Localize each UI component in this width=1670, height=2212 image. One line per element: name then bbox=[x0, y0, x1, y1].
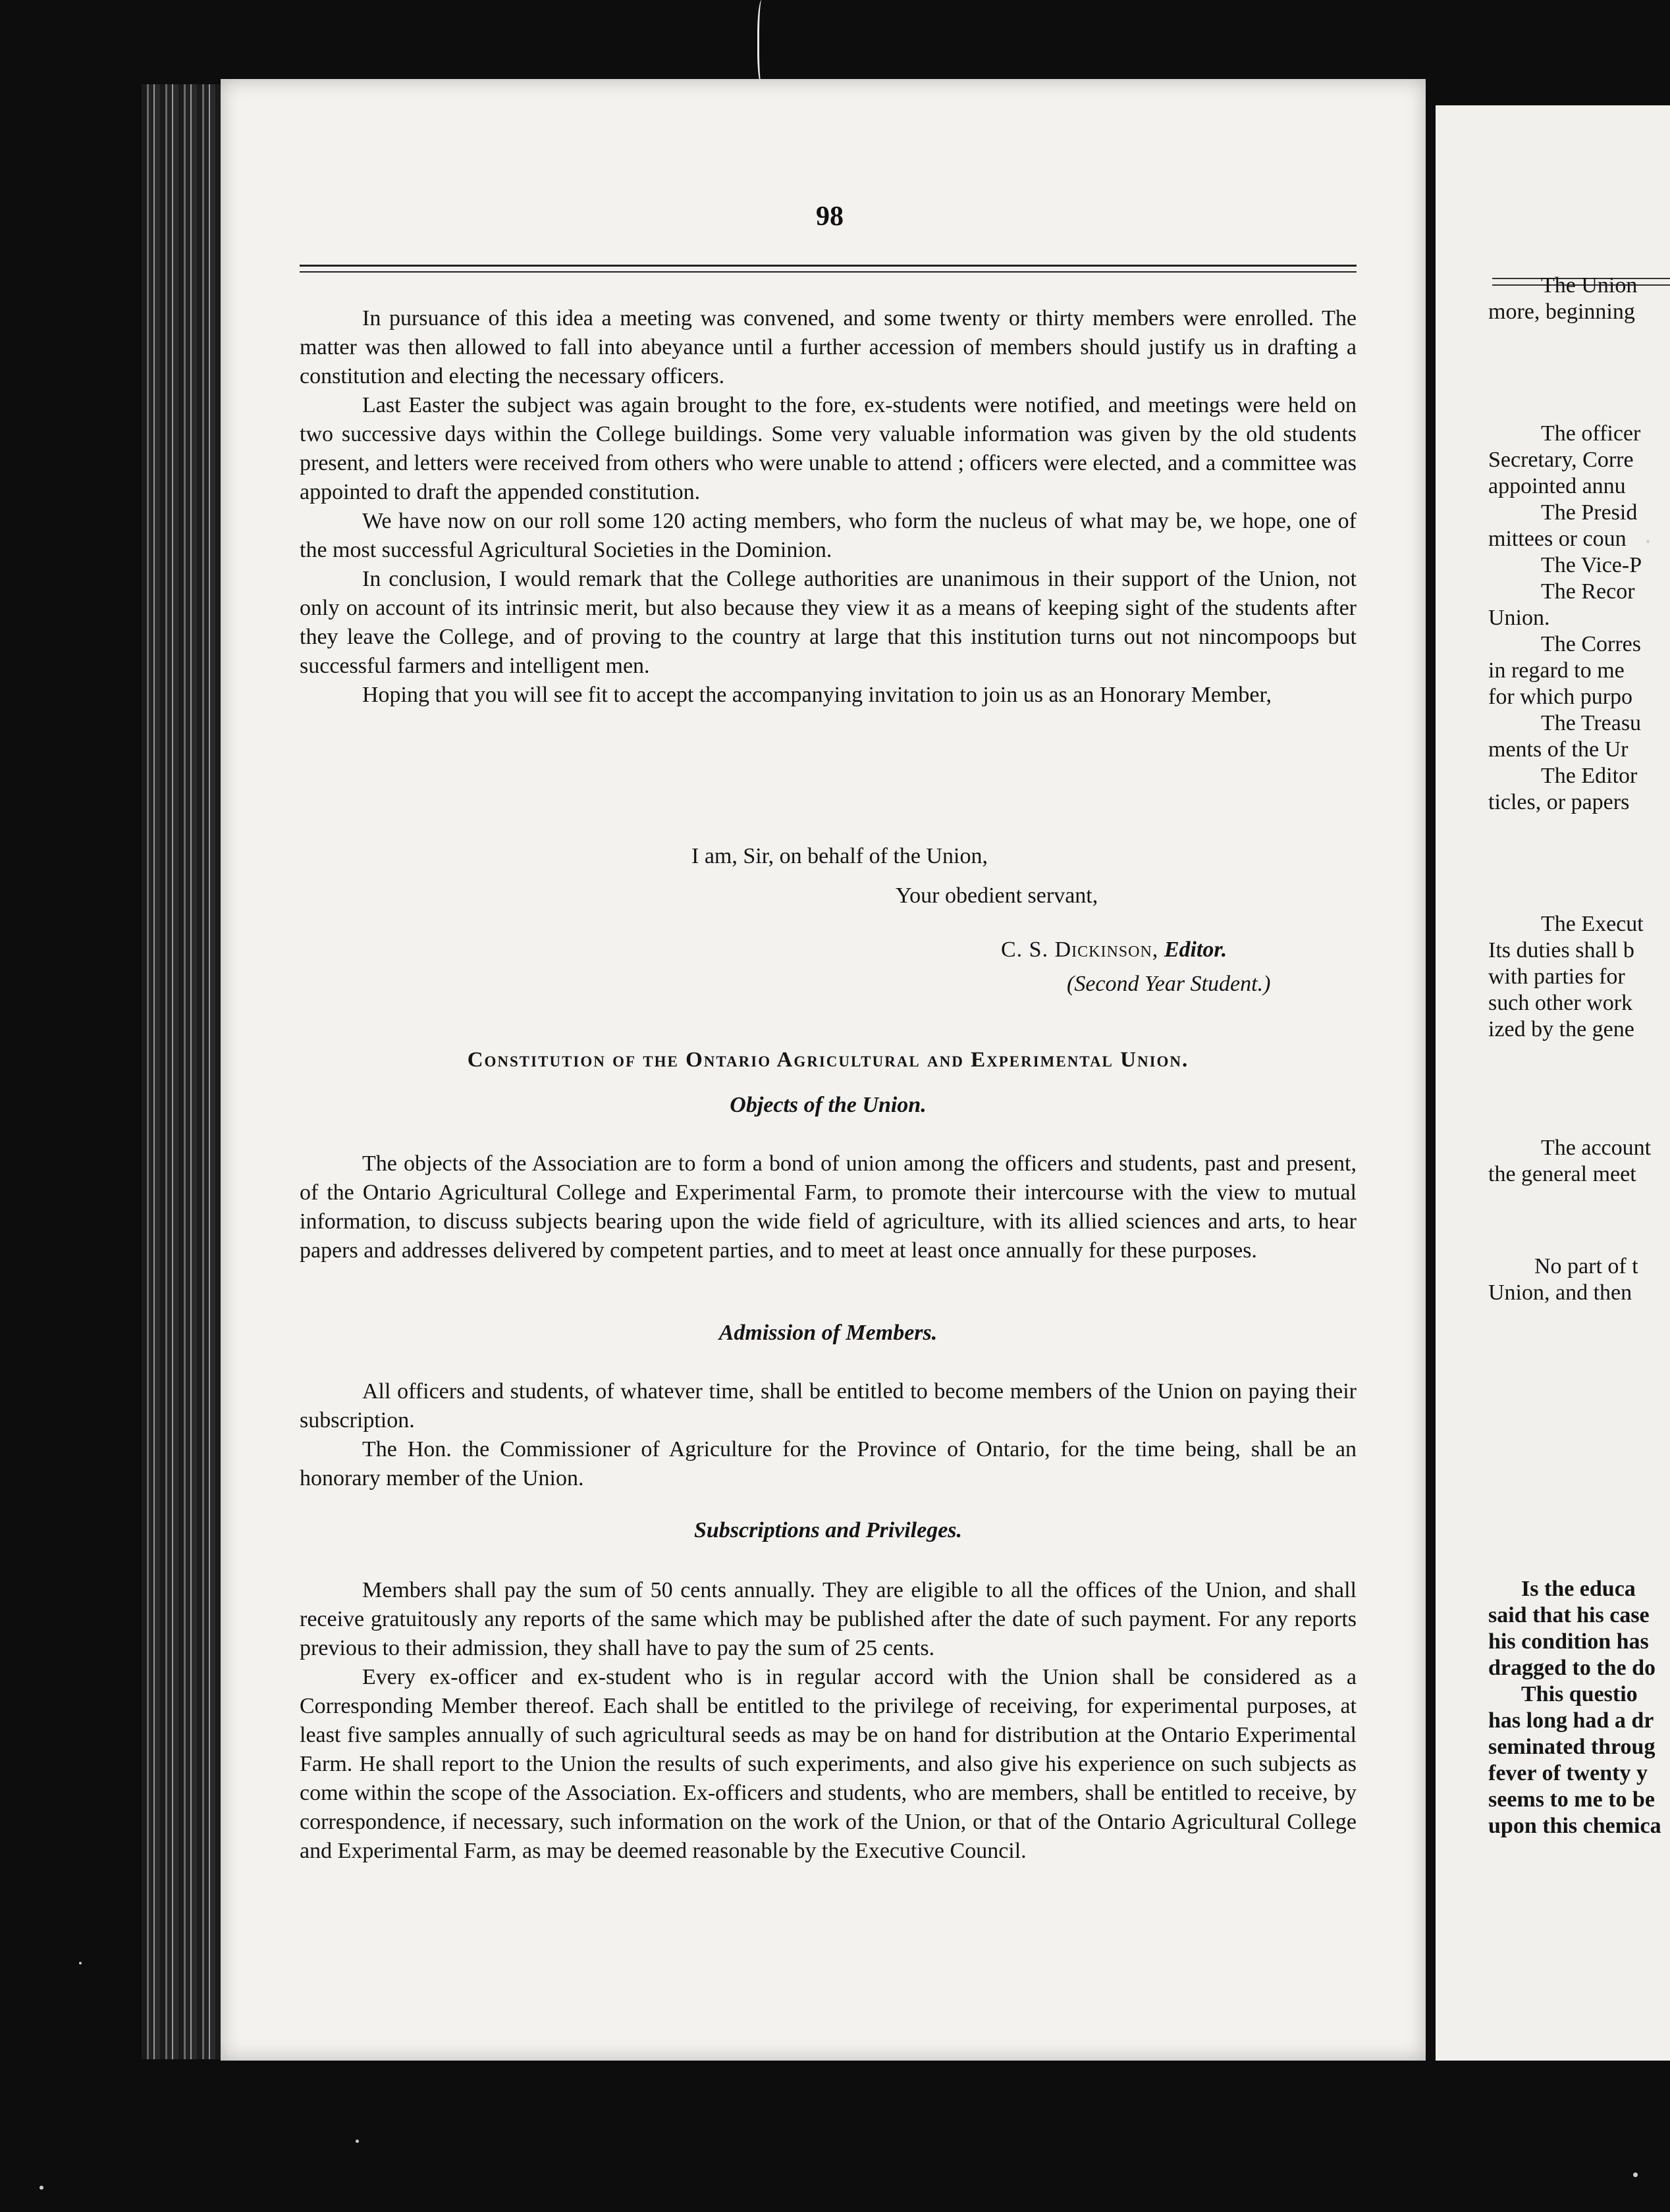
letter-paragraph: Last Easter the subject was again brought to the fore, ex-students were notified, and meetings were held on two successive days within the College buildings. Some very valuable information was given by the old students present, and letters were received from others who were unable to attend ; officers were elected, and a committee was appointed to draft the appended constitution. bbox=[300, 393, 1357, 504]
section-paragraph: Members shall pay the sum of 50 cents annually. They are eligible to all the offices of the Union, and shall receive gratuitously any reports of the same which may be published after the date of such payment. For any reports previous to their admission, they shall have to pay the sum of 25 cents. bbox=[300, 1578, 1357, 1660]
constitution-title: Constitution of the Ontario Agricultural and Experimental Union. bbox=[467, 1048, 1189, 1072]
right-page-line: such other work bbox=[1488, 991, 1633, 1015]
right-page-line: The officer bbox=[1541, 421, 1641, 446]
objects-section bbox=[300, 1149, 1357, 1265]
right-page-line: ized by the gene bbox=[1488, 1017, 1634, 1041]
right-page-line: ticles, or papers bbox=[1488, 790, 1630, 814]
page-number: 98 bbox=[816, 201, 844, 232]
right-page-line: his condition has bbox=[1488, 1629, 1649, 1654]
signature-name: C. S. Dickinson, bbox=[1001, 937, 1159, 962]
section-paragraph: Every ex-officer and ex-student who is in regular accord with the Union shall be considered as a Corresponding Member thereof. Each shall be entitled to the privilege of receiving, for experimental purposes, at least five samples annually of such agricultural seeds as may be on hand for distribution at the Ontario Experimental Farm. He shall report to the Union the results of such experiments, and also give his experience on such subjects as come within the scope of the Association. Ex-officers and students, who are members, shall be entitled to receive, by correspondence, if necessary, such information on the work of the Union, or that of the Ontario Agricultural College and Experimental Farm, as may be deemed reasonable by the Executive Council. bbox=[300, 1665, 1357, 1863]
right-page-line: the general meet bbox=[1488, 1162, 1636, 1186]
right-page-line: more, beginning bbox=[1488, 300, 1635, 324]
right-page-line: dragged to the do bbox=[1488, 1656, 1656, 1680]
right-page-line: The Editor bbox=[1541, 764, 1638, 788]
right-page-line: No part of t bbox=[1534, 1254, 1638, 1278]
right-page bbox=[1436, 105, 1670, 2061]
right-page-line: in regard to me bbox=[1488, 658, 1625, 683]
right-page-line: mittees or coun bbox=[1488, 527, 1627, 551]
right-page-line: Secretary, Corre bbox=[1488, 448, 1634, 472]
header-rule-thick bbox=[300, 265, 1357, 267]
header-rule-thin bbox=[300, 271, 1357, 273]
scan-bottom-background bbox=[221, 2061, 1670, 2212]
scan-dust bbox=[79, 1962, 82, 1964]
signature-note: (Second Year Student.) bbox=[1067, 972, 1271, 996]
right-page-line: The Corres bbox=[1541, 632, 1642, 656]
right-page-line: for which purpo bbox=[1488, 685, 1633, 709]
scan-dust bbox=[1633, 2172, 1638, 2177]
section-paragraph: The objects of the Association are to form a bond of union among the officers and students, past and present, of the Ontario Agricultural College and Experimental Farm, to promote their intercourse with the view to mutual information, to discuss subjects bearing upon the wide field of agriculture, with its allied sciences and arts, to hear papers and addresses delivered by competent parties, and to meet at least once annually for these purposes. bbox=[300, 1151, 1357, 1263]
right-page-line: The Union bbox=[1541, 273, 1638, 298]
right-page-line: The Treasu bbox=[1541, 711, 1642, 735]
right-page-line: seminated throug bbox=[1488, 1735, 1656, 1759]
section-heading: Subscriptions and Privileges. bbox=[693, 1518, 963, 1542]
right-page-line: The Recor bbox=[1541, 579, 1635, 604]
scan-dust bbox=[40, 2186, 43, 2190]
signature bbox=[1001, 937, 1227, 962]
right-page-line: Its duties shall b bbox=[1488, 938, 1634, 962]
signature-role: Editor. bbox=[1164, 937, 1227, 962]
right-page-line: The Presid bbox=[1541, 500, 1638, 525]
right-page-line: upon this chemica bbox=[1488, 1814, 1661, 1838]
letter-paragraph: In pursuance of this idea a meeting was convened, and some twenty or thirty members were enrolled. The matter was then allowed to fall into abeyance until a further accession of members should justify us in drafting a constitution and electing the necessary officers. bbox=[300, 306, 1357, 388]
right-page-line: The Execut bbox=[1541, 912, 1644, 936]
section-paragraph: All officers and students, of whatever time, shall be entitled to become members of the Union on paying their subscription. bbox=[300, 1379, 1357, 1433]
admission-section bbox=[300, 1377, 1357, 1493]
right-page-line: with parties for bbox=[1488, 964, 1625, 989]
right-page-line: appointed annu bbox=[1488, 474, 1626, 498]
letter-body bbox=[300, 304, 1357, 710]
closing-line: I am, Sir, on behalf of the Union, bbox=[691, 844, 988, 868]
letter-paragraph: In conclusion, I would remark that the College authorities are unanimous in their support of the Union, not only on account of its intrinsic merit, but also because they view it as a means of keeping sight of the students after they leave the College, and of proving to the country at large that this institution turns out not nincompoops but successful farmers and intelligent men. bbox=[300, 567, 1357, 678]
closing-line: Your obedient servant, bbox=[896, 883, 1098, 908]
right-page-line: ments of the Ur bbox=[1488, 737, 1629, 762]
scan-dust bbox=[1646, 540, 1650, 543]
right-page-line: This questio bbox=[1521, 1682, 1638, 1706]
scan-artifact-hair bbox=[757, 0, 768, 86]
letter-paragraph: Hoping that you will see fit to accept the accompanying invitation to join us as an Honorary Member, bbox=[362, 683, 1272, 707]
section-paragraph: The Hon. the Commissioner of Agriculture for the Province of Ontario, for the time being, shall be an honorary member of the Union. bbox=[300, 1437, 1357, 1490]
right-page-line: fever of twenty y bbox=[1488, 1761, 1648, 1785]
section-heading: Admission of Members. bbox=[718, 1321, 938, 1345]
subscriptions-section bbox=[300, 1576, 1357, 1866]
right-page-line: Union, and then bbox=[1488, 1280, 1632, 1305]
scan-dust bbox=[356, 2140, 359, 2143]
right-page-line: seems to me to be bbox=[1488, 1787, 1656, 1812]
section-heading: Objects of the Union. bbox=[730, 1093, 927, 1117]
right-page-line: Union. bbox=[1488, 606, 1550, 630]
right-page-line: Is the educa bbox=[1521, 1577, 1636, 1601]
right-page-line: The Vice-P bbox=[1541, 553, 1642, 577]
book-spine-edge bbox=[142, 84, 221, 2059]
letter-paragraph: We have now on our roll some 120 acting members, who form the nucleus of what may be, we hope, one of the most successful Agricultural Societies in the Dominion. bbox=[300, 509, 1357, 562]
right-page-line: said that his case bbox=[1488, 1603, 1650, 1627]
right-page-line: has long had a dr bbox=[1488, 1708, 1654, 1733]
right-page-line: The account bbox=[1541, 1136, 1652, 1160]
